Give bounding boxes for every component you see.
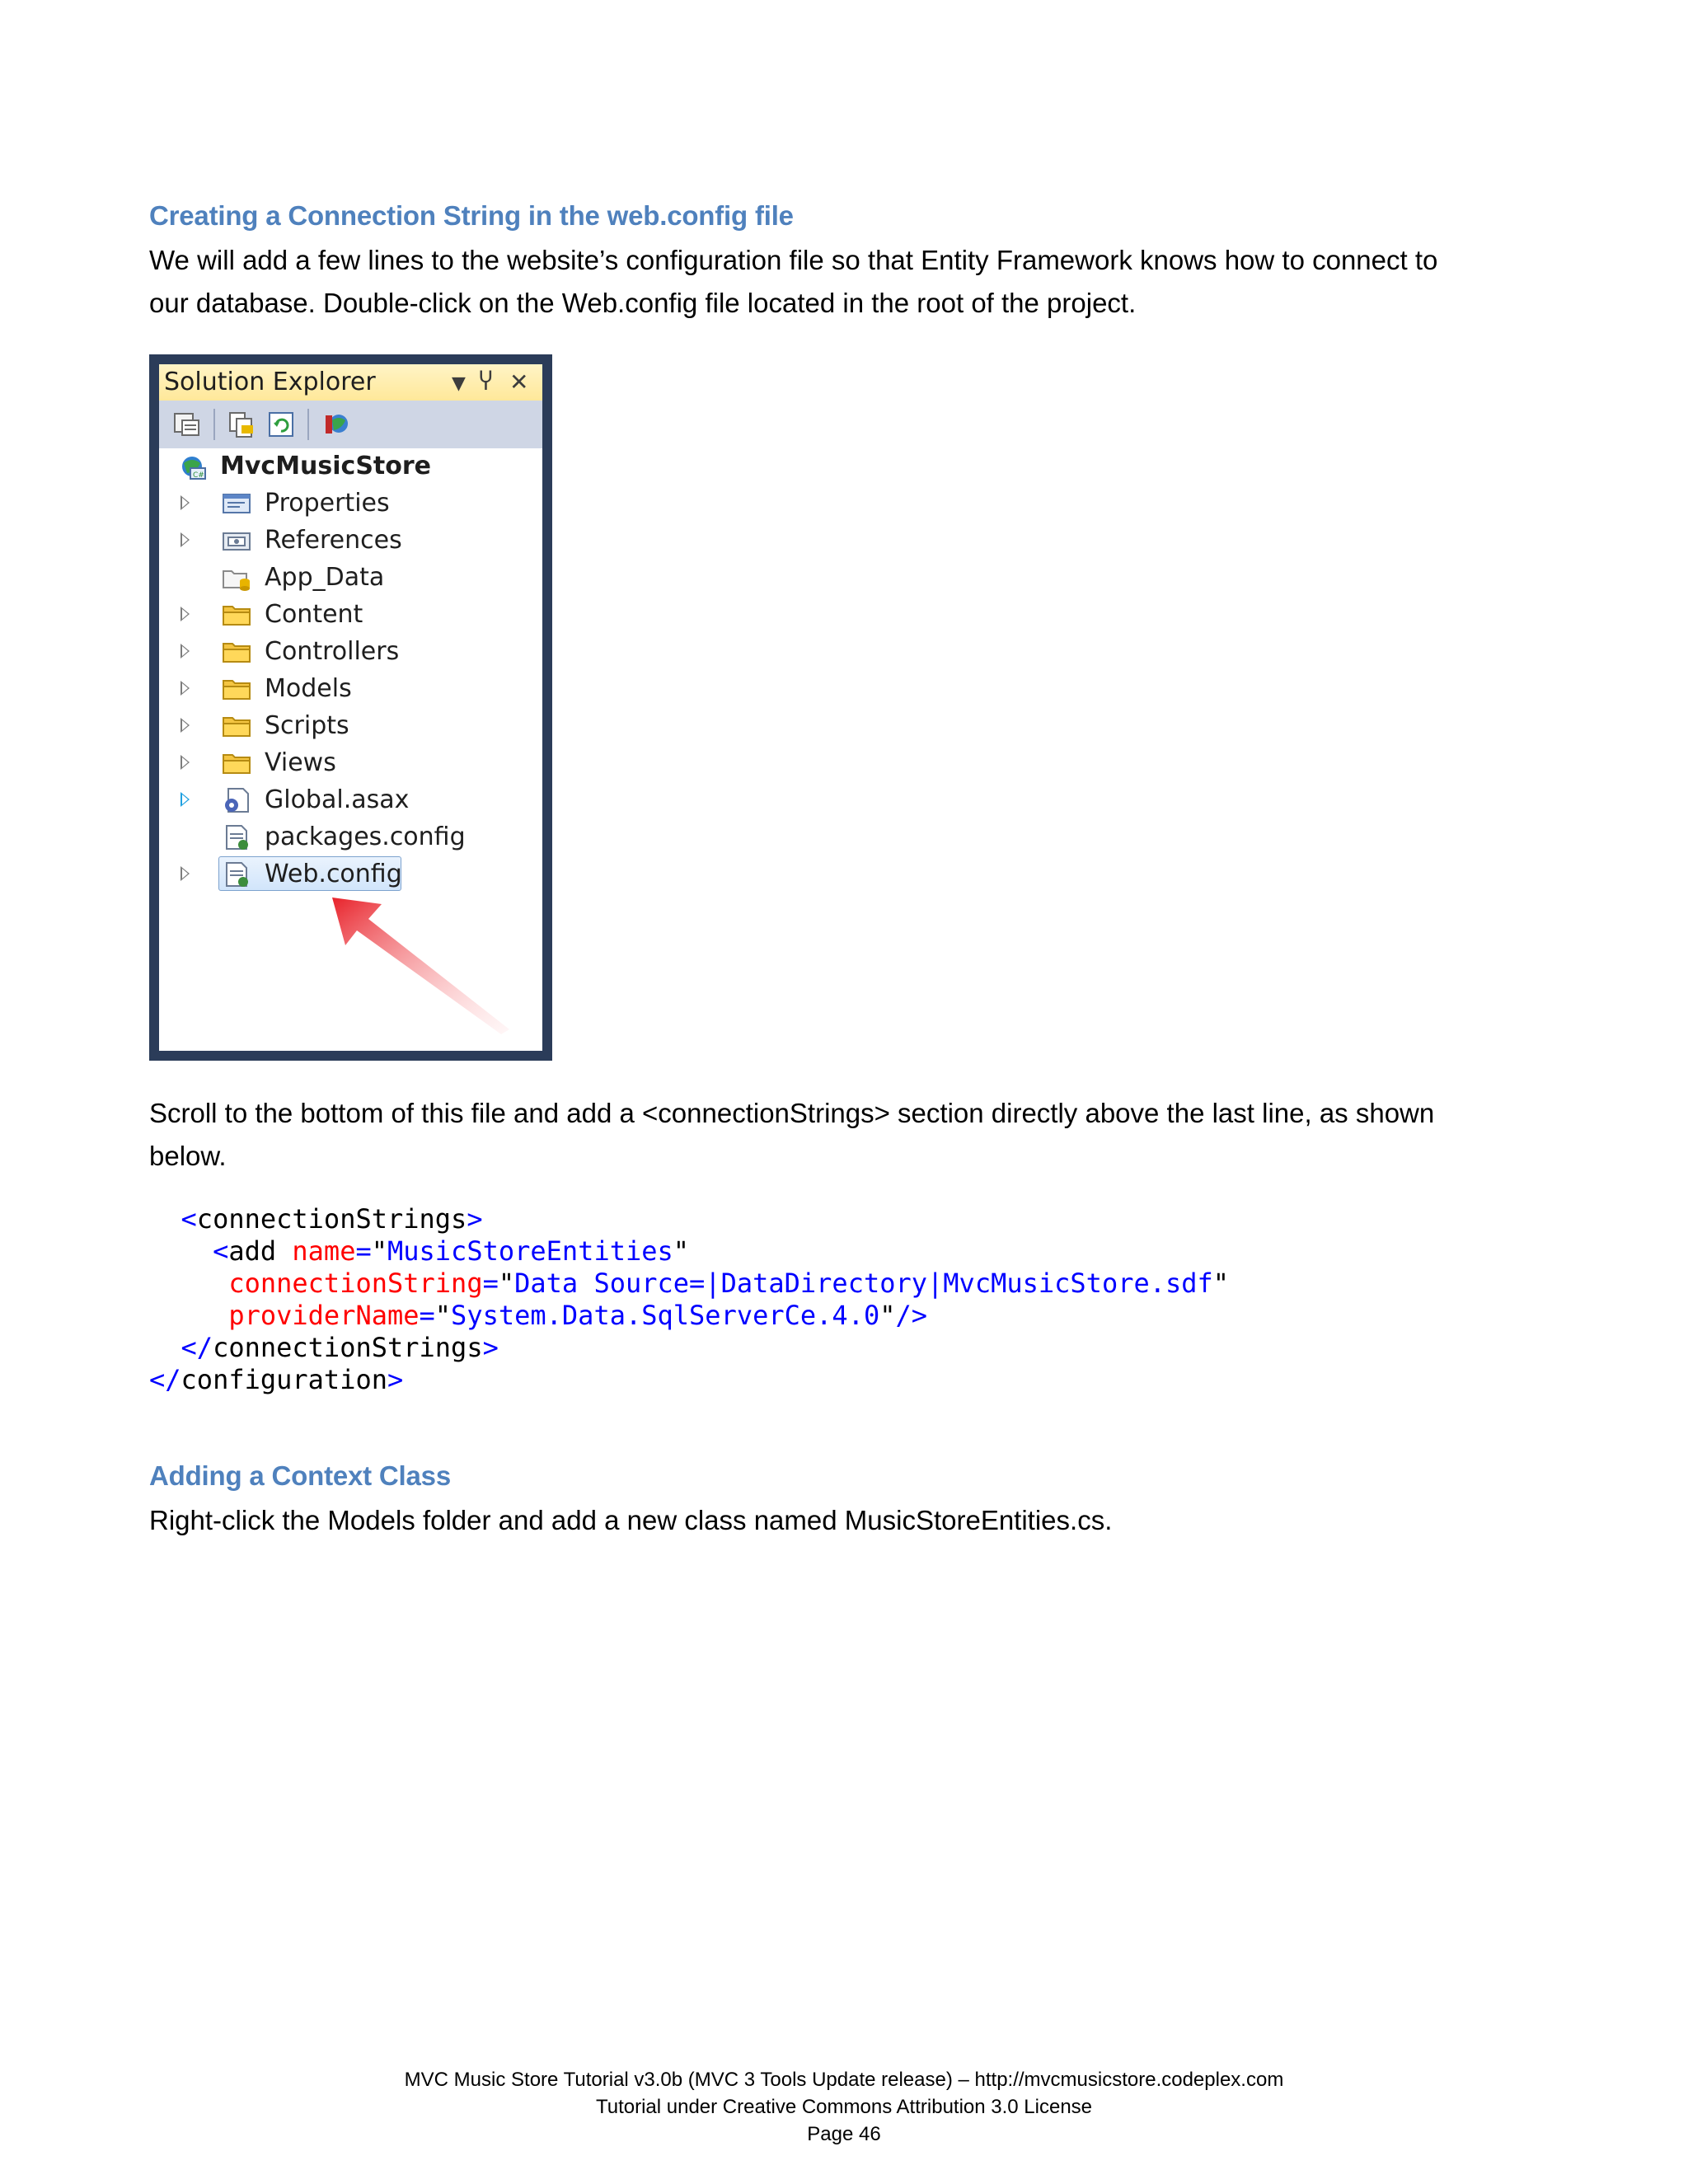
expand-arrow-icon[interactable] (181, 755, 190, 770)
footer-license: Tutorial under Creative Commons Attribution 3.0 License (595, 2096, 1093, 2118)
tree-item-views[interactable] (159, 745, 542, 781)
tree-item-label: App_Data (265, 563, 385, 592)
expand-arrow-icon[interactable] (181, 532, 190, 547)
expand-arrow-icon[interactable] (181, 866, 190, 881)
expand-arrow-icon[interactable] (181, 718, 190, 733)
tree-item-app-data[interactable] (159, 560, 542, 596)
solution-explorer-screenshot (149, 354, 552, 1061)
intro-paragraph-line-1: We will add a few lines to the website’s configuration file so that Entity Framework knows how to connect to (149, 245, 1438, 275)
section-heading-connection-string: Creating a Connection String in the web.config file (149, 200, 794, 231)
footer-tutorial-title: MVC Music Store Tutorial v3.0b (MVC 3 Tools Update release) – http://mvcmusicstore.codeplex.com (404, 2069, 1284, 2091)
code-configuration-close: configuration (181, 1364, 387, 1395)
tree-item-label: MvcMusicStore (220, 452, 432, 480)
config-file-icon (222, 861, 251, 888)
tree-item-web-config[interactable] (159, 856, 542, 893)
folder-icon (222, 750, 251, 776)
intro-paragraph-line-2: our database. Double-click on the Web.config file located in the root of the project. (149, 288, 1137, 318)
scroll-paragraph-line-1: Scroll to the bottom of this file and add a <connectionStrings> section directly above the last line, as shown (149, 1098, 1435, 1128)
tree-item-content[interactable] (159, 597, 542, 633)
tree-item-packages-config[interactable] (159, 819, 542, 855)
tree-item-label: Global.asax (265, 785, 410, 814)
properties-icon (222, 490, 251, 517)
tree-item-label: Models (265, 674, 352, 703)
red-arrow-pointer-icon (332, 898, 522, 1038)
tree-item-label: Controllers (265, 637, 400, 666)
tree-item-models[interactable] (159, 671, 542, 707)
folder-icon (222, 713, 251, 739)
solution-explorer-toolbar (159, 401, 542, 448)
pin-icon[interactable]: Ⴤ (479, 368, 493, 396)
config-file-icon (222, 824, 251, 851)
solution-explorer-titlebar (159, 364, 542, 401)
close-icon[interactable]: ✕ (509, 368, 529, 396)
refresh-icon[interactable] (266, 410, 296, 438)
folder-icon (222, 676, 251, 702)
tree-item-properties[interactable] (159, 485, 542, 522)
web-config-code-snippet: <connectionStrings> <add name="MusicStoreEntities" connectionString="Data Source=|DataDirectory|MvcMusicStore.sdf" providerName="System.Data.SqlServerCe.4.0"/> </connectionStrings> </configuration> (149, 1203, 1230, 1395)
tree-item-label: References (265, 526, 402, 555)
scroll-paragraph-line-2: below. (149, 1141, 227, 1171)
app-data-folder-icon (222, 565, 251, 591)
code-provider-name-value: System.Data.SqlServerCe.4.0 (451, 1300, 880, 1331)
solution-tree (159, 448, 542, 1051)
code-connection-string-value: Data Source=|DataDirectory|MvcMusicStore.sdf (514, 1268, 1213, 1299)
tree-item-project[interactable] (159, 448, 542, 485)
folder-icon (222, 639, 251, 665)
section-heading-context-class: Adding a Context Class (149, 1460, 451, 1491)
properties-toolbar-icon[interactable] (172, 410, 202, 438)
footer-page-number: Page 46 (807, 2123, 881, 2145)
tree-item-references[interactable] (159, 523, 542, 559)
tree-item-label: Web.config (265, 860, 402, 888)
references-icon (222, 527, 251, 554)
code-provider-name-attr: providerName (228, 1300, 420, 1331)
expand-arrow-icon[interactable] (181, 792, 190, 807)
dropdown-arrow-icon[interactable]: ▼ (452, 373, 466, 394)
code-name-value: MusicStoreEntities (387, 1235, 673, 1267)
tree-item-label: Properties (265, 489, 390, 518)
tree-item-controllers[interactable] (159, 634, 542, 670)
solution-explorer-panel (159, 364, 542, 1051)
expand-arrow-icon[interactable] (181, 644, 190, 658)
global-asax-icon (222, 787, 251, 813)
expand-arrow-icon[interactable] (181, 495, 190, 510)
tree-item-global-asax[interactable] (159, 782, 542, 818)
code-connection-string-attr: connectionString (228, 1268, 483, 1299)
view-class-diagram-icon[interactable] (322, 410, 352, 438)
show-all-files-icon[interactable] (227, 410, 256, 438)
expand-arrow-icon[interactable] (181, 607, 190, 621)
svg-text:C#: C# (193, 471, 204, 480)
tree-item-label: Views (265, 748, 336, 777)
context-class-paragraph: Right-click the Models folder and add a new class named MusicStoreEntities.cs. (149, 1505, 1113, 1535)
solution-explorer-title: Solution Explorer (164, 368, 376, 396)
code-add-tag: add (228, 1235, 277, 1267)
tree-item-label: packages.config (265, 823, 466, 851)
code-name-attr: name (292, 1235, 356, 1267)
code-connection-strings-close: connectionStrings (213, 1332, 483, 1363)
tree-item-label: Scripts (265, 711, 349, 740)
code-connection-strings-open: connectionStrings (196, 1203, 467, 1235)
web-project-icon (177, 453, 207, 480)
tree-item-scripts[interactable] (159, 708, 542, 744)
folder-icon (222, 602, 251, 628)
tree-item-label: Content (265, 600, 363, 629)
expand-arrow-icon[interactable] (181, 681, 190, 696)
